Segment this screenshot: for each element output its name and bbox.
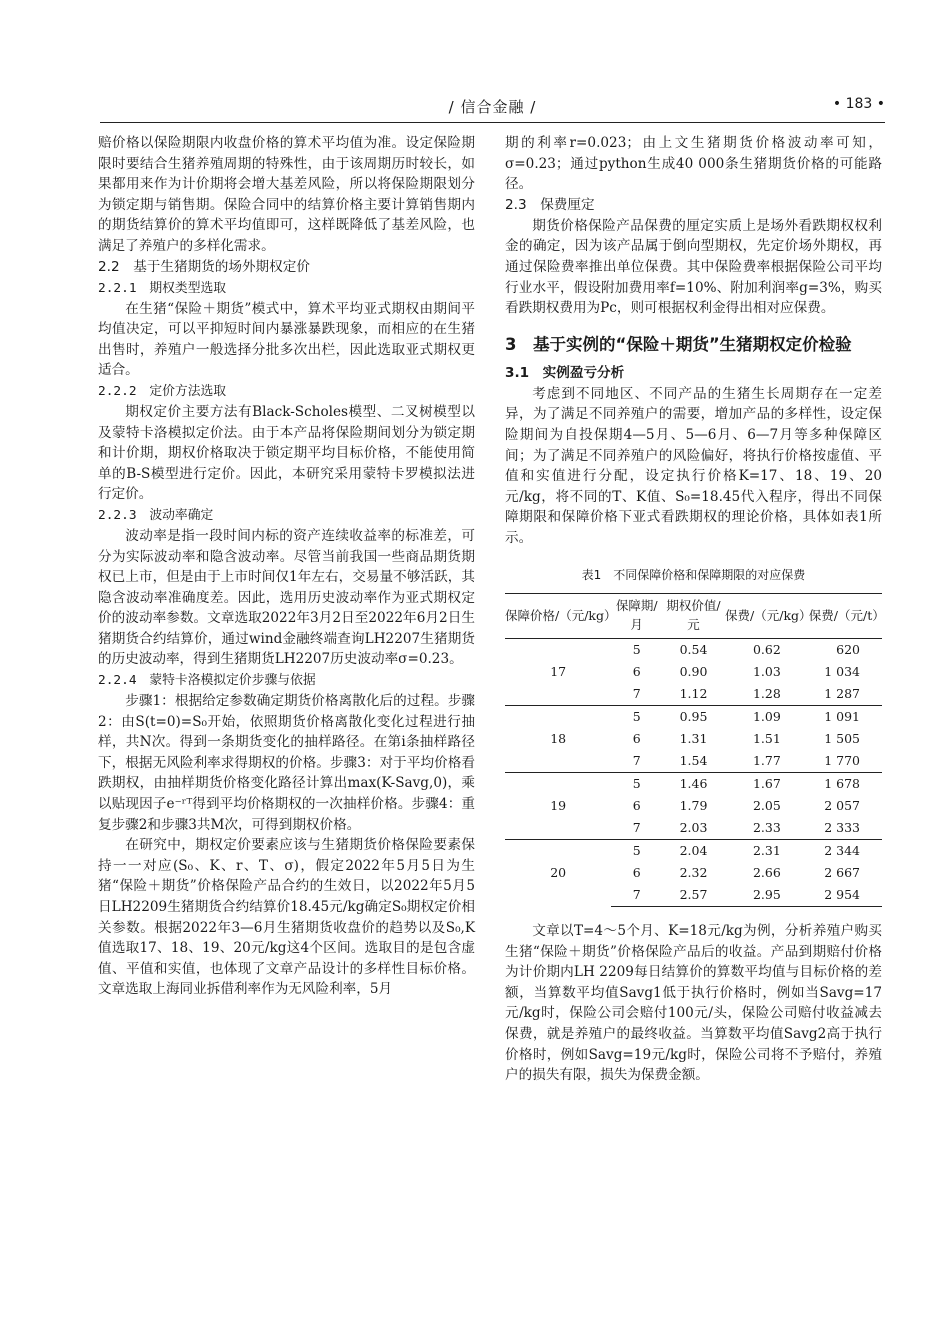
table-cell: 6 [632, 730, 641, 746]
paragraph: 期货价格保险产品保费的厘定实质上是场外看跌期权权利金的确定，因为该产品属于倒向型期权，先定价场外期权，再通过保险费率推出单位保费。其中保险费率根据保险公司平均行业水平，假设附加费用率f=10%、附加利润率g=3%，购买看跌期权费用为Pc，则可根据权利金得出相对应保费。 [505, 217, 882, 317]
table-cell: 2.31 [725, 840, 809, 863]
subsubsection-heading: 2.2.1 期权类型选取 [98, 280, 227, 296]
table-cell: 7 [632, 685, 641, 701]
table-cell: 5 [611, 773, 662, 796]
table-cell: 1.31 [679, 730, 708, 746]
left-column [98, 133, 475, 1000]
table-cell: 6 [632, 797, 641, 813]
table-cell: 0.95 [662, 706, 725, 729]
page-number: • 183 • [832, 96, 885, 112]
table-row [505, 706, 882, 729]
right-column-bottom [505, 921, 882, 1086]
page-header [100, 96, 885, 126]
subsubsection-heading: 2.2.3 波动率确定 [98, 507, 214, 523]
header-rule [100, 122, 885, 123]
table-cell: 2.95 [725, 884, 809, 907]
column-header: 保费/（元/kg） [725, 594, 809, 639]
table-cell: 1 770 [824, 752, 860, 768]
table-cell: 2.04 [662, 840, 725, 863]
table-cell: 0.90 [679, 663, 708, 679]
table-cell: 1.46 [662, 773, 725, 796]
table-cell: 7 [611, 884, 662, 907]
table-cell: 2 333 [824, 819, 860, 835]
subsubsection-heading: 2.2.4 蒙特卡洛模拟定价步骤与依据 [98, 673, 316, 689]
table-wrap [505, 593, 885, 907]
price-cell: 19 [505, 773, 611, 840]
paragraph: 文章以T=4～5个月、K=18元/kg为例，分析养殖户购买生猪“保险＋期货”价格保险产品后的收益。产品到期赔付价格为计价期内LH 2209每日结算价的算数平均值与目标价格的差额，当算数平均值Savg1低于执行价格时，例如当Savg=17元/kg时，保险公司会赔付100元/头，保险公司赔付收益减去保费，就是养殖户的最终收益。当算数平均值Savg2高于执行价格时，例如Savg=19元/kg时，保险公司将不予赔付，养殖户的损失有限，损失为保费金额。 [505, 923, 882, 1084]
paragraph: 在研究中，期权定价要素应该与生猪期货价格保险要素保持一一对应(S₀、K、r、T、σ)，假定2022年5月5日为生猪“保险＋期货”价格保险产品合约的生效日，以2022年5月5日LH2209生猪期货合约结算价18.45元/kg确定S₀期权定价相关参数。根据2022年3—6月生猪期货收盘价的趋势以及S₀,K值选取17、18、19、20元/kg这4个区间。选取目的是包含虚值、平值和实值，也体现了文章产品设计的多样性目标价格。文章选取上海同业拆借利率作为无风险利率，5月 [98, 837, 475, 998]
paragraph: 期权定价主要方法有Black-Scholes模型、二叉树模型以及蒙特卡洛模拟定价法。由于本产品将保险期间划分为锁定期和计价期，期权价格取决于锁定期平均目标价格，不能使用简单的B-S模型进行定价。因此，本研究采用蒙特卡罗模拟法进行定价。 [98, 403, 475, 503]
column-header: 保障价格/（元/kg） [505, 594, 611, 639]
table-cell: 2 057 [824, 797, 860, 813]
subsection-heading: 2.2 基于生猪期货的场外期权定价 [98, 258, 310, 275]
table-cell: 1.12 [679, 685, 708, 701]
table-cell: 6 [632, 663, 641, 679]
subsubsection-heading: 2.2.2 定价方法选取 [98, 383, 227, 399]
table-cell: 1 034 [824, 663, 860, 679]
column-header: 保障期/月 [611, 594, 662, 639]
premium-table [505, 593, 885, 907]
table-cell: 620 [836, 641, 860, 657]
table-cell: 1.09 [725, 706, 809, 729]
table-cell: 2.03 [679, 819, 708, 835]
section-heading: 3 基于实例的“保险＋期货”生猪期权定价检验 [505, 334, 852, 354]
paragraph: 波动率是指一段时间内标的资产连续收益率的标准差，可分为实际波动率和隐含波动率。尽管当前我国一些商品期货期权已上市，但是由于上市时间仅1年左右，交易量不够活跃，其隐含波动率准确度差。因此，选用历史波动率作为亚式期权定价的波动率参数。文章选取2022年3月2日至2022年6月2日生猪期货合约结算价，通过wind金融终端查询LH2207生猪期货的历史波动率，得到生猪期货LH2207历史波动率σ=0.23。 [98, 527, 475, 668]
subsection-heading: 2.3 保费厘定 [505, 196, 595, 213]
paragraph: 期的利率r=0.023；由上文生猪期货价格波动率可知，σ=0.23；通过python生成40 000条生猪期货价格的可能路径。 [505, 135, 882, 193]
subsection-heading: 3.1 实例盈亏分析 [505, 364, 625, 381]
table-cell: 1 678 [809, 773, 882, 796]
table-cell: 5 [611, 706, 662, 729]
table-cell: 2.33 [752, 819, 781, 835]
table-caption: 表1 不同保障价格和保障期限的对应保费 [581, 567, 806, 582]
table-cell: 1.77 [752, 752, 781, 768]
price-cell: 18 [505, 706, 611, 773]
table-cell: 7 [632, 819, 641, 835]
paragraph: 考虑到不同地区、不同产品的生猪生长周期存在一定差异，为了满足不同养殖户的需要，增加产品的多样性，设定保险期间为自投保期4—5月、5—6月、6—7月等多种保障区间；为了满足不同养殖户的风险偏好，将执行价格按虚值、平值和实值进行分配，设定执行价格K=17、18、19、20元/kg，将不同的T、K值、S₀=18.45代入程序，得出不同保障期限和保障价格下亚式看跌期权的理论价格，具体如表1所示。 [505, 385, 882, 546]
price-cell: 20 [505, 840, 611, 907]
table-cell: 5 [611, 840, 662, 863]
table-cell: 2.32 [679, 864, 708, 880]
table-cell: 1 287 [824, 685, 860, 701]
table-cell: 1 091 [809, 706, 882, 729]
table-cell: 2 667 [824, 864, 860, 880]
table-cell: 5 [632, 641, 641, 657]
paragraph: 在生猪“保险＋期货”模式中，算术平均亚式期权由期间平均值决定，可以平抑短时间内暴涨暴跌现象，而相应的在生猪出售时，养殖户一般选择分批多次出栏，因此选取亚式期权更适合。 [98, 300, 475, 379]
table-cell: 6 [632, 864, 641, 880]
table-row [505, 840, 882, 863]
table-header-row [505, 594, 882, 639]
table-cell: 2.57 [662, 884, 725, 907]
journal-name: / 信合金融 / [448, 98, 537, 116]
table-cell: 7 [632, 752, 641, 768]
table-row [505, 773, 882, 796]
table-cell: 2 954 [809, 884, 882, 907]
table-cell: 1 505 [824, 730, 860, 746]
table-cell: 2 344 [809, 840, 882, 863]
table-cell: 0.62 [752, 641, 781, 657]
table-cell: 1.54 [679, 752, 708, 768]
right-column [505, 133, 885, 1086]
table-cell: 1.67 [725, 773, 809, 796]
table-row [505, 639, 882, 662]
table-cell: 2.66 [752, 864, 781, 880]
price-cell: 17 [505, 639, 611, 706]
table-cell: 2.05 [752, 797, 781, 813]
paragraph: 赔价格以保险期限内收盘价格的算术平均值为准。设定保险期限时要结合生猪养殖周期的特殊性，由于该周期历时较长，如果都用来作为计价期将会增大基差风险，所以将保险期限划分为锁定期与销售期。保险合同中的结算价格主要计算销售期内的期货结算价的算术平均值即可，这样既降低了基差风险，也满足了养殖户的多样化需求。 [98, 135, 475, 254]
right-column-top [505, 133, 882, 549]
table-cell: 1.28 [752, 685, 781, 701]
paragraph: 步骤1：根据给定参数确定期货价格离散化后的过程。步骤2：由S(t=0)=S₀开始，依照期货价格离散化变化过程进行抽样，共N次。得到一条期货变化的抽样路径。在第i条抽样路径下，根据无风险利率求得期权的价格。步骤3：对于平均价格看跌期权，由抽样期货价格变化路径计算出max(K-Savg,0)，乘以贴现因子e⁻ʳᵀ得到平均价格期权的一次抽样价格。步骤4：重复步骤2和步骤3共M次，可得到期权价格。 [98, 693, 475, 833]
table-cell: 1.51 [752, 730, 781, 746]
table-cell: 1.79 [679, 797, 708, 813]
table-cell: 1.03 [752, 663, 781, 679]
column-header: 期权价值/元 [662, 594, 725, 639]
column-header: 保费/（元/t） [809, 594, 882, 639]
table-cell: 0.54 [679, 641, 708, 657]
table-body [505, 639, 882, 907]
